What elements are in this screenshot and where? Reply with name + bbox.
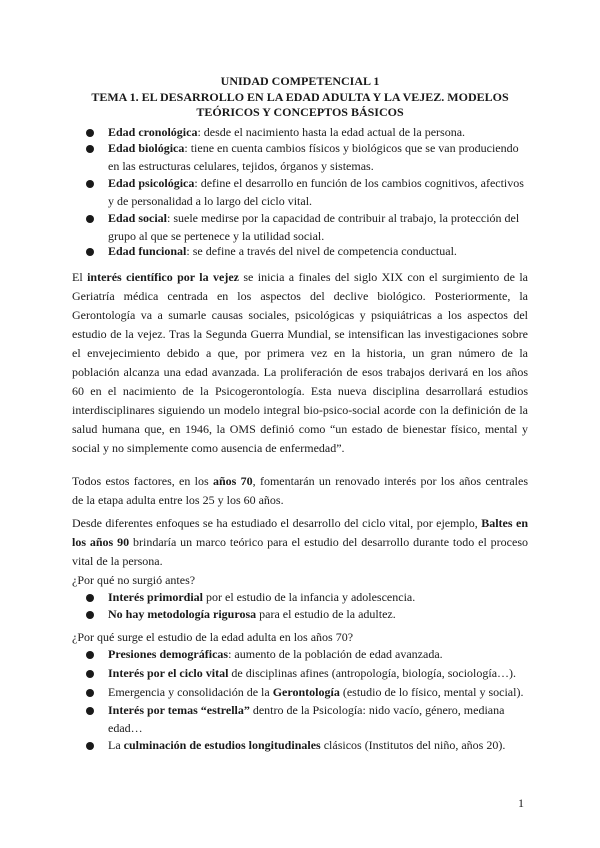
bullet-icon (86, 145, 94, 153)
term: Edad funcional (108, 244, 187, 258)
term: Edad social (108, 211, 168, 225)
bullet-icon (86, 670, 94, 678)
bullet-icon (86, 248, 94, 256)
paragraph-interes-cientifico: El interés científico por la vejez se inicia a finales del siglo XIX con el surgimiento de la Geriatría médica centrada en los aspectos del declive biológico. Posteriormente, la Gerontología va a sumarle causas sociales, psicológicas y psiquiátricas a los aspectos del estudio de la vejez. Tras la Segunda Guerra Mundial, se intensifican las investigaciones sobre el envejecimiento debido a que, por primera vez en la historia, un gran número de la población alcanza una edad avanzada. La proliferación de esos trabajos derivará en los años 60 en el nacimiento de la Psicogerontología. Esta nueva disciplina desarrollará estudios interdisciplinares siguiendo un modelo integral bio-psico-social acorde con la definición de la salud humana que, en 1946, la OMS definió como “un estado de bienestar físico, mental y social y no simplemente como ausencia de enfermedad”. (72, 270, 529, 455)
paragraph-baltes: Desde diferentes enfoques se ha estudiado el desarrollo del ciclo vital, por ejemplo, Baltes en los años 90 brindaría un marco teórico para el estudio del desarrollo durante todo el proceso vital de la persona. (72, 516, 528, 568)
bullet-icon (86, 651, 94, 659)
term: Edad psicológica (108, 176, 195, 190)
page-number: 1 (518, 796, 524, 810)
question-por-que-surge: ¿Por qué surge el estudio de la edad adulta en los años 70? (72, 630, 354, 644)
unit-title: UNIDAD COMPETENCIAL 1 (220, 74, 380, 88)
bullet-icon (86, 742, 94, 750)
document-page: UNIDAD COMPETENCIAL 1 TEMA 1. EL DESARROLLO EN LA EDAD ADULTA Y LA VEJEZ. MODELOS TEÓRICOS Y CONCEPTOS BÁSICOS Edad cronológica: desde el nacimiento hasta la edad actual de la persona. Edad biológica: tiene en cuenta cambios físicos y biológicos que se van produciendo en las estructuras celulares, tejidos, órganos y sistemas. Edad psicológica: define el desarrollo en función de los cambios cognitivos, afectivos y de personalidad a lo largo del ciclo vital. Edad social: suele medirse por la capacidad de contribuir al trabajo, la protección del grupo al que se pertenece y la utilidad social. Edad funcional: se define a través del nivel de competencia conductual. El interés científico por la vejez se inicia a finales del siglo XIX con el surgimiento de la Geriatría médica centrada en los aspectos del declive biológico. Posteriormente, la Gerontología va a sumarle causas sociales, psicológicas y psiquiátricas a los aspectos del estudio de la vejez. Tras la Segunda Guerra Mundial, se intensifican las investigaciones sobre el envejecimiento debido a que, por primera vez en la historia, un gran número de la población alcanza una edad avanzada. La proliferación de esos trabajos derivará en los años 60 en el nacimiento de la Psicogerontología. Esta nueva disciplina desarrollará estudios interdisciplinares siguiendo un modelo integral bio-psico-social acorde con la definición de la salud humana que, en 1946, la OMS definió como “un estado de bienestar físico, mental y social y no simplemente como ausencia de enfermedad”. Todos estos factores, en los años 70, fomentarán un renovado interés por los años centrales de la etapa adulta entre los 25 y los 60 años. Desde diferentes enfoques se ha estudiado el desarrollo del ciclo vital, por ejemplo, Baltes en los años 90 brindaría un marco teórico para el estudio del desarrollo durante todo el proceso vital de la persona. ¿Por qué no surgió antes? Interés primordial por el estudio de la infancia y adolescencia. No hay metodología rigurosa para el estudio de la adultez. ¿Por qué surge el estudio de la edad adulta en los años 70? Presiones demográficas: aumento de la población de edad avanzada. Interés por el ciclo vital de disciplinas afines (antropología, biología, sociología…). Emergencia y consolidación de la Gerontología (estudio de lo físico, mental y social). Interés por temas “estrella” dentro de la Psicología: nido vacío, género, mediana edad… La culminación de estudios longitudinales clásicos (Institutos del niño, años 20). 1 (72, 74, 529, 810)
paragraph-anos-70: Todos estos factores, en los años 70, fomentarán un renovado interés por los años centrales de la etapa adulta entre los 25 y los 60 años. (72, 474, 529, 507)
bullet-icon (86, 594, 94, 602)
term: Edad biológica (108, 141, 185, 155)
question-por-que-no-surgio: ¿Por qué no surgió antes? (72, 573, 196, 587)
bullet-icon (86, 707, 94, 715)
bullet-icon (86, 215, 94, 223)
topic-title-line1: TEMA 1. EL DESARROLLO EN LA EDAD ADULTA Y LA VEJEZ. MODELOS (91, 90, 509, 104)
bullet-icon (86, 611, 94, 619)
term: Edad cronológica (108, 125, 198, 139)
bullet-icon (86, 689, 94, 697)
bullet-icon (86, 180, 94, 188)
topic-title-line2: TEÓRICOS Y CONCEPTOS BÁSICOS (196, 105, 404, 119)
bullet-icon (86, 129, 94, 137)
